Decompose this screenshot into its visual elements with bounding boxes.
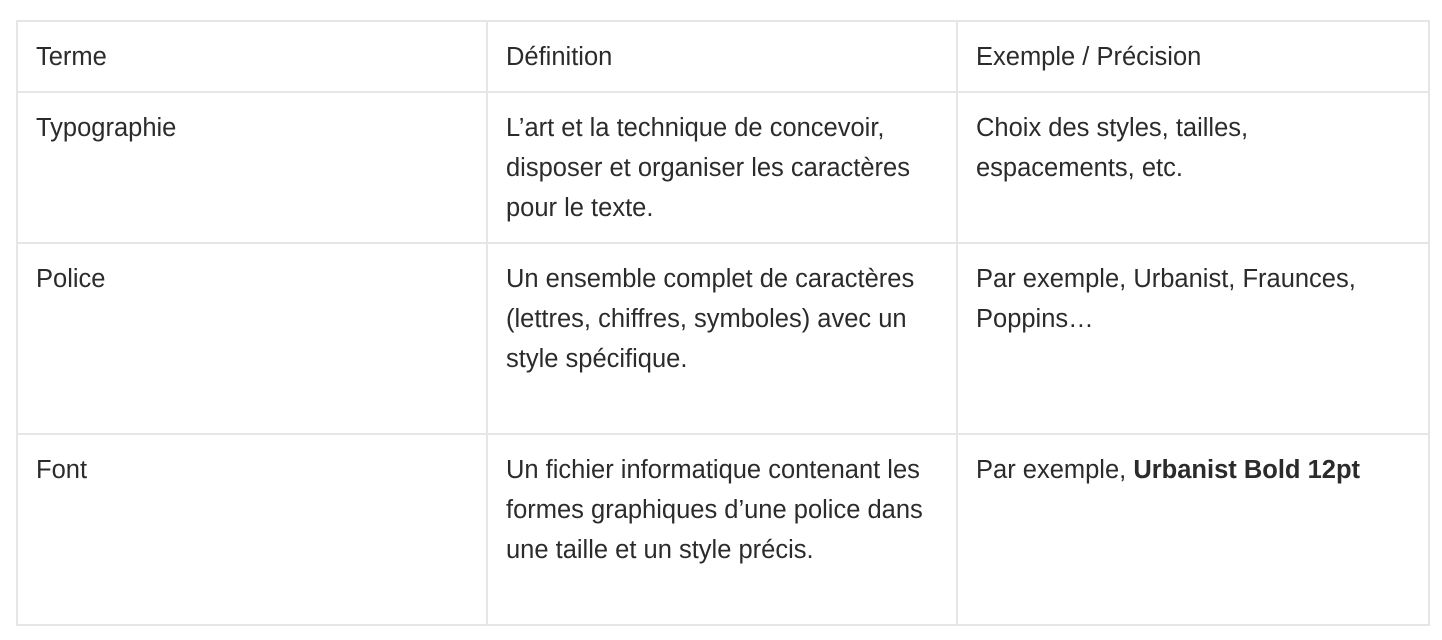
cell-term: Police: [17, 243, 487, 434]
table-row: [17, 243, 1429, 434]
table-row: [17, 434, 1429, 625]
table-header-row: [17, 21, 1429, 92]
header-example: Exemple / Précision: [957, 21, 1429, 92]
cell-example: [957, 434, 1429, 625]
example-text: Choix des styles, tailles, espacements, etc.: [976, 114, 1249, 182]
cell-definition: L’art et la technique de concevoir, disposer et organiser les caractères pour le texte.: [487, 92, 957, 243]
glossary-table-container: [16, 20, 1428, 626]
cell-term: Typographie: [17, 92, 487, 243]
example-text: Par exemple, Urbanist, Fraunces, Poppins…: [976, 265, 1356, 333]
header-definition: Définition: [487, 21, 957, 92]
example-bold-text: Urbanist Bold 12pt: [1133, 456, 1361, 484]
cell-definition: Un fichier informatique contenant les formes graphiques d’une police dans une taille et un style précis.: [487, 434, 957, 625]
header-term: Terme: [17, 21, 487, 92]
example-text: Par exemple,: [976, 456, 1134, 484]
cell-example: [957, 243, 1429, 434]
cell-definition: Un ensemble complet de caractères (lettres, chiffres, symboles) avec un style spécifique.: [487, 243, 957, 434]
cell-term: Font: [17, 434, 487, 625]
glossary-table: [16, 20, 1430, 626]
cell-example: [957, 92, 1429, 243]
table-row: [17, 92, 1429, 243]
